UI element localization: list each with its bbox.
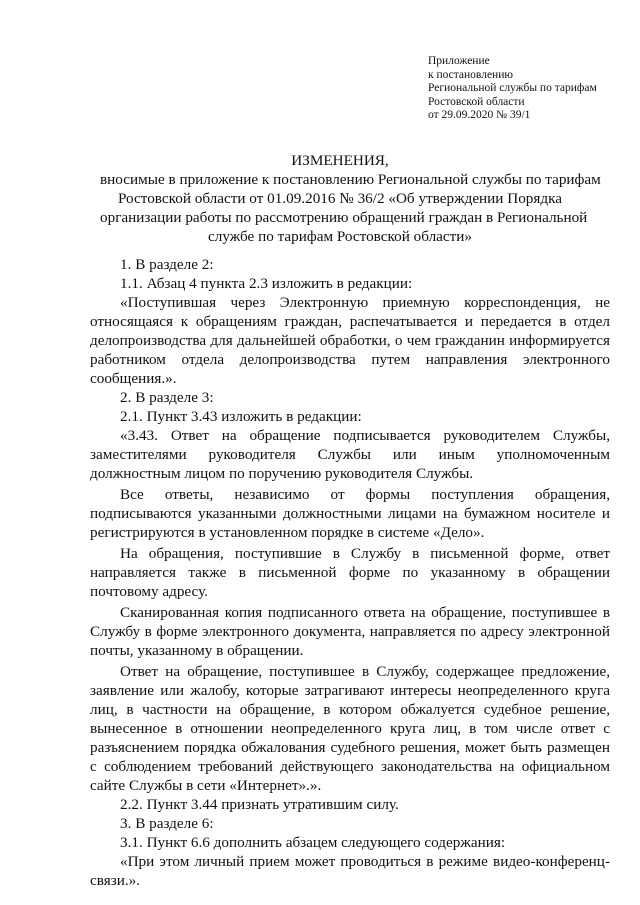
paragraph: 3. В разделе 6: xyxy=(120,815,214,832)
paragraph: 1.1. Абзац 4 пункта 2.3 изложить в редакции: xyxy=(120,275,413,292)
paragraph: «При этом личный прием может проводиться в режиме видео-конференц-связи.». xyxy=(90,853,610,889)
paragraph: Все ответы, независимо от формы поступления обращения, подписываются указанными должностными лицами на бумажном носителе и регистрируются в установленном порядке в системе «Дело». xyxy=(90,486,610,541)
appendix-line: от 29.09.2020 № 39/1 xyxy=(428,109,531,122)
paragraph: 1. В разделе 2: xyxy=(120,256,214,273)
paragraph: «3.43. Ответ на обращение подписывается руководителем Службы, заместителями руководителя Службы или иным уполномоченным должностным лицом по поручению руководителя Службы. xyxy=(90,427,610,482)
paragraph: «Поступившая через Электронную приемную корреспонденция, не относящаяся к обращениям граждан, распечатывается и передается в отдел делопроизводства для дальнейшей обработки, о чем гражданин информируется работником отдела делопроизводства путем направления электронного сообщения.». xyxy=(90,294,610,387)
paragraph: 2. В разделе 3: xyxy=(120,389,214,406)
document-title xyxy=(100,151,601,246)
appendix-line: к постановлению xyxy=(428,68,513,81)
title-line: вносимые в приложение к постановлению Региональной службы по тарифам xyxy=(100,171,601,188)
title-line: службе по тарифам Ростовской области» xyxy=(208,228,472,245)
title-line: Ростовской области от 01.09.2016 № 36/2 «Об утверждении Порядка xyxy=(117,190,562,207)
title-line: организации работы по рассмотрению обращений граждан в Региональной xyxy=(100,209,588,226)
appendix-block xyxy=(428,55,597,123)
paragraph: 3.1. Пункт 6.6 дополнить абзацем следующего содержания: xyxy=(120,834,506,851)
paragraph: Ответ на обращение, поступившее в Службу, содержащее предложение, заявление или жалобу, которые затрагивают интересы неопределенного круга лиц, в частности на обращение, в котором обжалуется судебное решение, вынесенное в отношении неопределенного круга лиц, в том числе ответ с разъяснением порядка обжалования судебного решения, может быть размещен с соблюдением требований действующего законодательства на официальном сайте Службы в сети «Интернет».». xyxy=(90,663,610,794)
paragraph: Сканированная копия подписанного ответа на обращение, поступившее в Службу в форме электронного документа, направляется по адресу электронной почты, указанному в обращении. xyxy=(90,604,610,659)
paragraph: На обращения, поступившие в Службу в письменной форме, ответ направляется также в письменной форме по указанному в обращении почтовому адресу. xyxy=(90,545,610,600)
appendix-line: Ростовской области xyxy=(428,95,525,108)
paragraph: 2.1. Пункт 3.43 изложить в редакции: xyxy=(120,408,362,425)
appendix-line: Приложение xyxy=(428,55,490,67)
paragraph: 2.2. Пункт 3.44 признать утратившим силу. xyxy=(120,796,399,813)
appendix-line: Региональной службы по тарифам xyxy=(428,82,597,95)
document-body xyxy=(90,255,610,890)
title-heading: ИЗМЕНЕНИЯ, xyxy=(291,152,389,169)
